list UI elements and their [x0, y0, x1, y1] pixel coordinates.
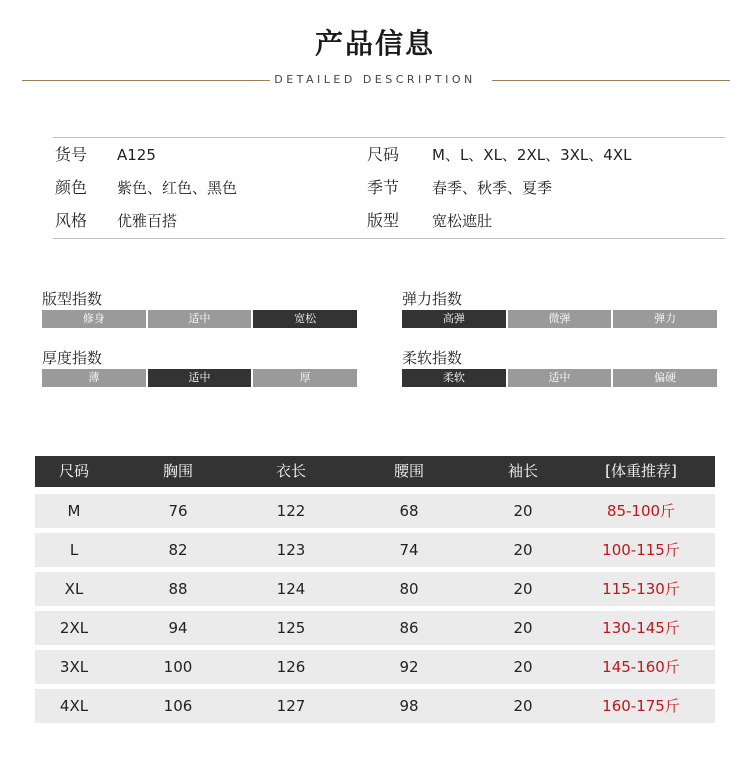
index-bar-elasticity	[402, 310, 717, 328]
size-cell: 74	[399, 541, 419, 559]
size-cell: 124	[276, 580, 306, 598]
size-cell: 82	[168, 541, 188, 559]
size-table-header	[35, 456, 715, 487]
info-label-style: 风格	[55, 211, 88, 230]
info-value-item-no: A125	[117, 146, 156, 164]
weight-cell: 130-145斤	[602, 619, 680, 637]
size-cell: 3XL	[59, 658, 89, 676]
size-cell: 4XL	[59, 697, 89, 715]
info-bottom-divider	[53, 238, 725, 239]
info-label-season: 季节	[367, 178, 400, 197]
size-cell: 20	[513, 658, 533, 676]
index-option: 薄	[42, 369, 146, 387]
size-cell: 68	[399, 502, 419, 520]
size-cell: 98	[399, 697, 419, 715]
weight-cell: 100-115斤	[602, 541, 680, 559]
index-title-thickness: 厚度指数	[42, 349, 103, 367]
size-header-cell: 腰围	[393, 462, 424, 480]
size-cell: 88	[168, 580, 188, 598]
size-cell: 92	[399, 658, 419, 676]
weight-cell: 145-160斤	[602, 658, 680, 676]
index-option: 宽松	[253, 310, 357, 328]
info-label-color: 颜色	[55, 178, 88, 197]
size-table-row	[35, 533, 715, 567]
index-bar-softness	[402, 369, 717, 387]
info-value-fit: 宽松遮肚	[432, 212, 493, 230]
size-table-row	[35, 611, 715, 645]
weight-cell: 160-175斤	[602, 697, 680, 715]
index-bar-fit	[42, 310, 357, 328]
index-option: 高弹	[402, 310, 506, 328]
size-cell: 126	[276, 658, 306, 676]
index-option: 柔软	[402, 369, 506, 387]
size-cell: 76	[168, 502, 188, 520]
size-table-row	[35, 494, 715, 528]
size-table-row	[35, 689, 715, 723]
index-option: 修身	[42, 310, 146, 328]
size-cell: M	[67, 502, 81, 520]
size-cell: 20	[513, 502, 533, 520]
info-label-size: 尺码	[367, 145, 400, 164]
size-cell: 80	[399, 580, 419, 598]
index-option: 适中	[148, 369, 252, 387]
info-value-season: 春季、秋季、夏季	[432, 179, 553, 197]
size-cell: 20	[513, 697, 533, 715]
index-option: 弹力	[613, 310, 717, 328]
page-title: 产品信息	[314, 27, 435, 60]
index-title-elasticity: 弹力指数	[402, 290, 463, 308]
info-top-divider	[53, 137, 725, 138]
size-header-cell: 胸围	[162, 462, 193, 480]
index-option: 偏硬	[613, 369, 717, 387]
size-cell: 2XL	[59, 619, 89, 637]
size-header-cell: 袖长	[507, 462, 538, 480]
size-cell: 94	[168, 619, 188, 637]
size-cell: 106	[163, 697, 193, 715]
index-title-fit: 版型指数	[42, 290, 103, 308]
index-option: 厚	[253, 369, 357, 387]
index-title-softness: 柔软指数	[402, 349, 463, 367]
size-table-row	[35, 572, 715, 606]
index-option: 适中	[148, 310, 252, 328]
size-cell: 20	[513, 580, 533, 598]
size-header-cell: [体重推荐]	[605, 462, 677, 480]
page-subtitle: DETAILED DESCRIPTION	[274, 73, 476, 86]
size-cell: 125	[276, 619, 306, 637]
title-rule-right	[492, 80, 730, 81]
size-cell: 86	[399, 619, 419, 637]
info-label-item-no: 货号	[55, 145, 88, 164]
size-cell: XL	[64, 580, 84, 598]
weight-cell: 85-100斤	[606, 502, 676, 520]
info-value-style: 优雅百搭	[117, 212, 178, 230]
size-cell: 20	[513, 619, 533, 637]
size-table-row	[35, 650, 715, 684]
size-cell: 100	[163, 658, 193, 676]
size-cell: L	[69, 541, 79, 559]
size-cell: 122	[276, 502, 306, 520]
size-cell: 123	[276, 541, 306, 559]
index-bar-thickness	[42, 369, 357, 387]
info-value-size: M、L、XL、2XL、3XL、4XL	[432, 146, 632, 164]
weight-cell: 115-130斤	[602, 580, 680, 598]
index-option: 微弹	[508, 310, 612, 328]
index-option: 适中	[508, 369, 612, 387]
size-header-cell: 尺码	[58, 462, 89, 480]
info-value-color: 紫色、红色、黑色	[117, 179, 238, 197]
size-header-cell: 衣长	[275, 462, 306, 480]
info-label-fit: 版型	[367, 211, 400, 230]
size-cell: 20	[513, 541, 533, 559]
size-cell: 127	[276, 697, 306, 715]
